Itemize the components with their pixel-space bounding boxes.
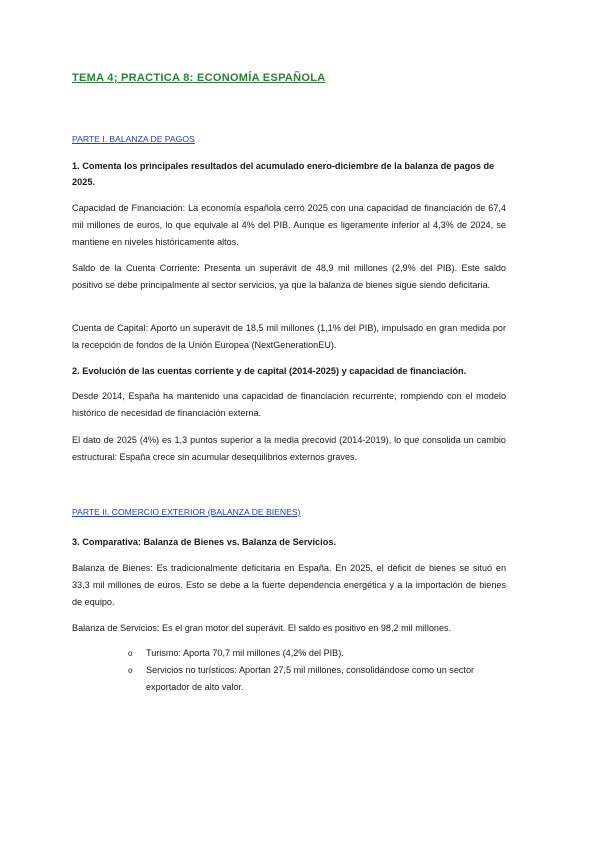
bullet-text-non-tourism: Servicios no turísticos: Aportan 27,5 mil millones, consolidándose como un sector exportador de alto valor. [146, 665, 475, 692]
bullet-circle-icon: o [128, 649, 133, 658]
question-3: 3. Comparativa: Balanza de Bienes vs. Balanza de Servicios. [72, 537, 336, 547]
question-1: 1. Comenta los principales resultados del acumulado enero-diciembre de la balanza de pagos de 2025. [72, 161, 495, 187]
list-item [128, 662, 508, 696]
paragraph-2025-data: El dato de 2025 (4%) es 1,3 puntos superior a la media precovid (2014-2019), lo que consolida un cambio estructural: España crece sin acumular desequilibrios externos graves. [72, 435, 506, 462]
paragraph-evolution: Desde 2014, España ha mantenido una capacidad de financiación recurrente, rompiendo con el modelo histórico de necesidad de financiación externa. [72, 391, 506, 418]
document-title: TEMA 4; PRACTICA 8: ECONOMÍA ESPAÑOLA [72, 72, 326, 84]
bullet-circle-icon: o [128, 666, 133, 675]
paragraph-goods-balance: Balanza de Bienes: Es tradicionalmente deficitaria en España. En 2025, el déficit de bienes se situó en 33,3 mil millones de euros. Esto se debe a la fuerte dependencia energética y a la importación de bienes de equipo. [72, 563, 506, 607]
paragraph-current-account: Saldo de la Cuenta Corriente: Presenta un superávit de 48,9 mil millones (2,9% del PIB). Este saldo positivo se debe principalmente al sector servicios, ya que la balanza de bienes sigue siendo deficitaria. [72, 263, 506, 290]
question-2: 2. Evolución de las cuentas corriente y de capital (2014-2025) y capacidad de financiación. [72, 366, 467, 376]
paragraph-financing-capacity: Capacidad de Financiación: La economía española cerró 2025 con una capacidad de financiación de 67,4 mil millones de euros, lo que equivale al 4% del PIB. Aunque es ligeramente inferior al 4,3% de 2024, se mantiene en niveles históricamente altos. [72, 203, 506, 247]
part-1-heading: PARTE I. BALANZA DE PAGOS [72, 134, 195, 144]
list-item [128, 645, 508, 662]
paragraph-services-balance: Balanza de Servicios: Es el gran motor del superávit. El saldo es positivo en 98,2 mil millones. [72, 623, 452, 633]
part-2-heading: PARTE II. COMERCIO EXTERIOR (BALANZA DE BIENES) [72, 507, 301, 517]
paragraph-capital-account: Cuenta de Capital: Aportó un superávit de 18,5 mil millones (1,1% del PIB), impulsado en gran medida por la recepción de fondos de la Unión Europea (NextGenerationEU). [72, 323, 506, 350]
bullet-text-tourism: Turismo: Aporta 70,7 mil millones (4,2% del PIB). [146, 648, 344, 658]
services-bullet-list [128, 645, 508, 696]
